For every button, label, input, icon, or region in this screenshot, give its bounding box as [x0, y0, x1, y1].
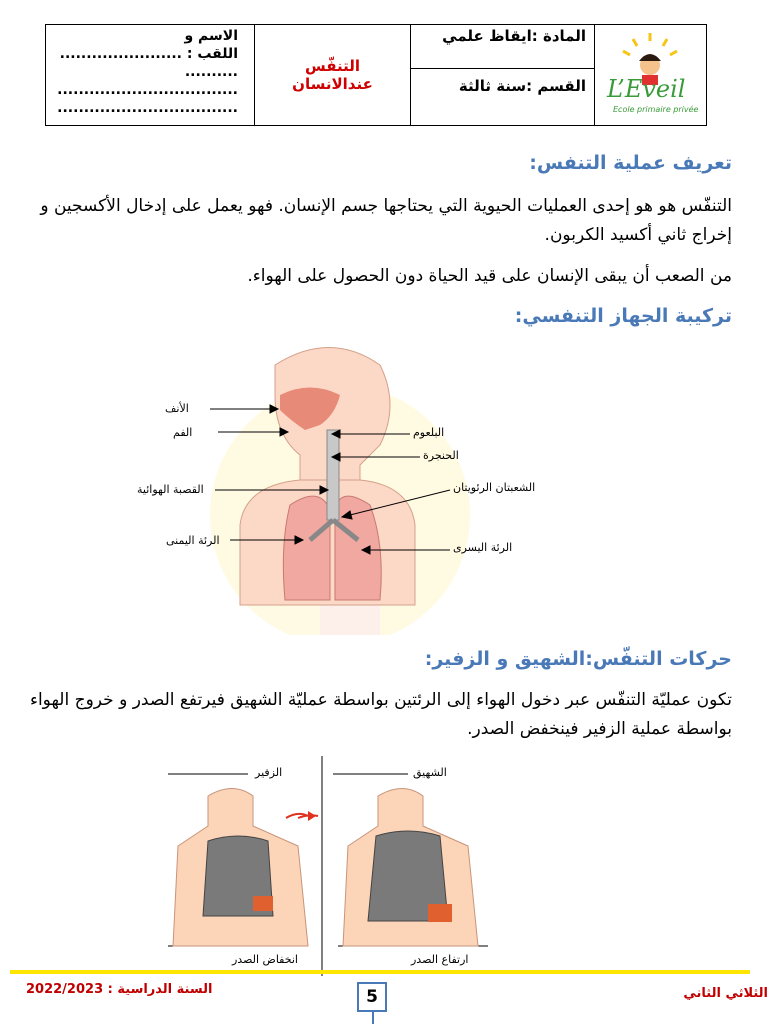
label-larynx: الحنجرة: [423, 449, 459, 462]
surname-label: اللقب : .......................: [59, 46, 238, 62]
subject-label: المادة :ايقاظ علمي: [411, 25, 594, 69]
exhale-caption: انخفاض الصدر: [232, 953, 298, 966]
topic-cell: [255, 25, 411, 125]
breathing-movements-figure: [158, 756, 500, 976]
logo-text: L’Eveil: [607, 75, 686, 103]
label-trachea: القصبة الهوائية: [137, 483, 204, 496]
inhale-caption: ارتفاع الصدر: [411, 953, 469, 966]
name-label: الاسم و: [184, 28, 238, 44]
definition-paragraph: التنفّس هو هو إحدى العمليات الحيوية التي يحتاجها جسم الإنسان. فهو يعمل على إدخال الأكسجين و إخراج ثاني أكسيد الكربون.: [40, 196, 732, 245]
page-number-tick: [372, 1012, 374, 1024]
inhale-title: الشهيق: [413, 766, 447, 779]
label-left-lung: الرئة اليسرى: [453, 541, 513, 554]
name-dots-3: ..................................: [57, 100, 238, 116]
section-title-definition: تعريف عملية التنفس:: [529, 152, 732, 174]
label-bronchi: الشعبتان الرئويتان: [453, 481, 536, 494]
footer-divider: [10, 970, 750, 974]
definition-paragraph-2: من الصعب أن يبقى الإنسان على قيد الحياة دون الحصول على الهواء.: [247, 266, 732, 286]
section-title-movements: حركات التنفّس:الشهيق و الزفير:: [424, 648, 732, 670]
movements-paragraph: تكون عمليّة التنفّس عبر دخول الهواء إلى الرئتين بواسطة عمليّة الشهيق فيرتفع الصدر و خروج الهواء بواسطة عملية الزفير فينخفض الصدر.: [29, 690, 732, 739]
label-right-lung: الرئة اليمنى: [166, 534, 220, 547]
school-logo: [595, 25, 706, 125]
exhale-title: الزفير: [255, 766, 283, 779]
name-dots-2: ..................................: [57, 82, 238, 98]
topic-title: التنفّس عندالانسان: [292, 57, 373, 93]
term-label: الثلاثي الثاني: [683, 986, 768, 1001]
subject-cell: [411, 25, 595, 125]
logo-subtitle: Ecole primaire privée: [613, 105, 699, 114]
name-dots-1: ..........: [184, 64, 238, 80]
label-mouth: الفم: [173, 426, 193, 439]
class-label: القسم :سنة ثالثة: [458, 77, 586, 95]
label-nose: الأنف: [165, 402, 189, 415]
school-year: السنة الدراسية : 2022/2023: [26, 982, 213, 997]
page-number: 5: [357, 982, 387, 1012]
section-title-structure: تركيبة الجهاز التنفسي:: [514, 305, 732, 327]
header-table: [45, 24, 707, 126]
label-pharynx: البلعوم: [413, 426, 445, 439]
name-cell: [46, 25, 255, 125]
